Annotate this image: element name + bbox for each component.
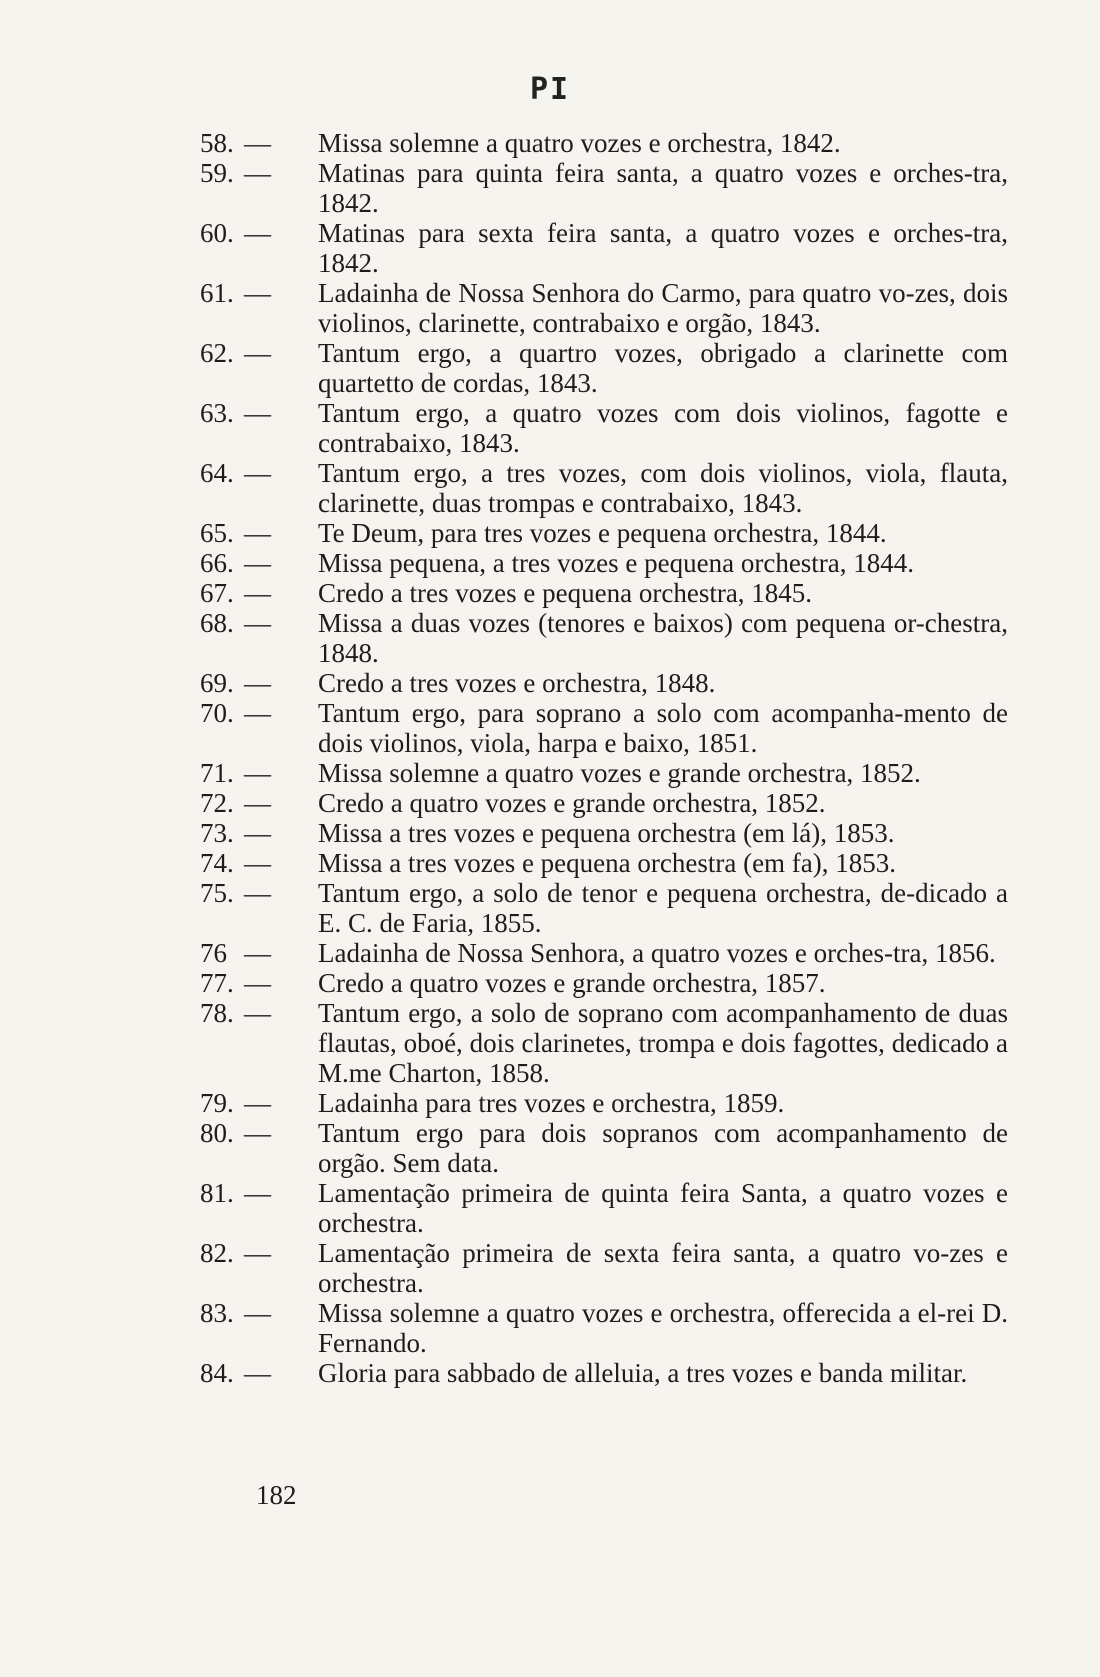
entry-dash: — bbox=[244, 878, 271, 908]
entry-text: Ladainha de Nossa Senhora do Carmo, para quatro vo-zes, dois violinos, clarinette, contrabaixo e orgão, 1843. bbox=[318, 278, 1008, 338]
list-item bbox=[200, 698, 1008, 758]
entry-dash: — bbox=[244, 1298, 271, 1328]
entry-text: Missa solemne a quatro vozes e orchestra, offerecida a el-rei D. Fernando. bbox=[318, 1298, 1008, 1358]
entry-dash: — bbox=[244, 788, 271, 818]
list-item bbox=[200, 938, 1008, 968]
entry-text: Credo a quatro vozes e grande orchestra, 1857. bbox=[318, 968, 826, 998]
entry-text: Missa a duas vozes (tenores e baixos) com pequena or-chestra, 1848. bbox=[318, 608, 1008, 668]
entry-number: 82. bbox=[200, 1238, 234, 1268]
entry-text: Te Deum, para tres vozes e pequena orchestra, 1844. bbox=[318, 518, 887, 548]
entry-number: 65. bbox=[200, 518, 234, 548]
page-header: PI bbox=[529, 72, 571, 107]
list-item bbox=[200, 518, 1008, 548]
entry-dash: — bbox=[244, 848, 271, 878]
entry-number: 84. bbox=[200, 1358, 234, 1388]
entry-text: Tantum ergo, a solo de soprano com acompanhamento de duas flautas, oboé, dois clarinetes, trompa e dois fagottes, dedicado a M.me Charton, 1858. bbox=[318, 998, 1008, 1088]
entry-text: Tantum ergo, a tres vozes, com dois violinos, viola, flauta, clarinette, duas trompas e contrabaixo, 1843. bbox=[318, 458, 1008, 518]
entry-number: 68. bbox=[200, 608, 234, 638]
entry-dash: — bbox=[244, 938, 271, 968]
entry-text: Missa solemne a quatro vozes e orchestra, 1842. bbox=[318, 128, 841, 158]
entry-text: Tantum ergo, para soprano a solo com acompanha-mento de dois violinos, viola, harpa e baixo, 1851. bbox=[318, 698, 1008, 758]
entry-dash: — bbox=[244, 578, 271, 608]
list-item bbox=[200, 758, 1008, 788]
entry-dash: — bbox=[244, 278, 271, 308]
entry-dash: — bbox=[244, 998, 271, 1028]
entry-dash: — bbox=[244, 458, 271, 488]
entry-text: Tantum ergo, a quartro vozes, obrigado a clarinette com quartetto de cordas, 1843. bbox=[318, 338, 1008, 398]
entry-text: Missa a tres vozes e pequena orchestra (em fa), 1853. bbox=[318, 848, 897, 878]
entry-text: Tantum ergo, a solo de tenor e pequena orchestra, de-dicado a E. C. de Faria, 1855. bbox=[318, 878, 1008, 938]
entry-text: Matinas para sexta feira santa, a quatro vozes e orches-tra, 1842. bbox=[318, 218, 1008, 278]
entry-number: 77. bbox=[200, 968, 234, 998]
entry-dash: — bbox=[244, 698, 271, 728]
entry-dash: — bbox=[244, 518, 271, 548]
list-item bbox=[200, 788, 1008, 818]
entry-number: 60. bbox=[200, 218, 234, 248]
entry-number: 78. bbox=[200, 998, 234, 1028]
page-number: 182 bbox=[256, 1480, 297, 1510]
entry-dash: — bbox=[244, 968, 271, 998]
entry-dash: — bbox=[244, 158, 271, 188]
list-item bbox=[200, 338, 1008, 398]
entry-number: 66. bbox=[200, 548, 234, 578]
entry-text: Missa solemne a quatro vozes e grande orchestra, 1852. bbox=[318, 758, 921, 788]
entry-dash: — bbox=[244, 608, 271, 638]
entry-number: 80. bbox=[200, 1118, 234, 1148]
list-item bbox=[200, 1358, 1008, 1388]
entry-dash: — bbox=[244, 128, 271, 158]
list-item bbox=[200, 458, 1008, 518]
entry-text: Credo a tres vozes e pequena orchestra, 1845. bbox=[318, 578, 813, 608]
list-item bbox=[200, 998, 1008, 1088]
list-item bbox=[200, 128, 1008, 158]
list-item bbox=[200, 968, 1008, 998]
list-item bbox=[200, 818, 1008, 848]
entry-text: Ladainha de Nossa Senhora, a quatro vozes e orches-tra, 1856. bbox=[318, 938, 996, 968]
entry-number: 58. bbox=[200, 128, 234, 158]
entry-number: 69. bbox=[200, 668, 234, 698]
entry-text: Missa a tres vozes e pequena orchestra (em lá), 1853. bbox=[318, 818, 895, 848]
list-item bbox=[200, 608, 1008, 668]
list-item bbox=[200, 278, 1008, 338]
entry-list bbox=[200, 128, 1008, 1388]
list-item bbox=[200, 158, 1008, 218]
entry-number: 83. bbox=[200, 1298, 234, 1328]
entry-number: 75. bbox=[200, 878, 234, 908]
list-item bbox=[200, 1118, 1008, 1178]
entry-text: Tantum ergo, a quatro vozes com dois violinos, fagotte e contrabaixo, 1843. bbox=[318, 398, 1008, 458]
list-item bbox=[200, 578, 1008, 608]
entry-text: Lamentação primeira de quinta feira Santa, a quatro vozes e orchestra. bbox=[318, 1178, 1008, 1238]
entry-number: 64. bbox=[200, 458, 234, 488]
entry-dash: — bbox=[244, 1358, 271, 1388]
entry-number: 74. bbox=[200, 848, 234, 878]
entry-text: Gloria para sabbado de alleluia, a tres vozes e banda militar. bbox=[318, 1358, 968, 1388]
entry-number: 79. bbox=[200, 1088, 234, 1118]
list-item bbox=[200, 1298, 1008, 1358]
entry-dash: — bbox=[244, 1088, 271, 1118]
entry-number: 73. bbox=[200, 818, 234, 848]
entry-text: Tantum ergo para dois sopranos com acompanhamento de orgão. Sem data. bbox=[318, 1118, 1008, 1178]
entry-number: 67. bbox=[200, 578, 234, 608]
entry-number: 59. bbox=[200, 158, 234, 188]
list-item bbox=[200, 848, 1008, 878]
list-item bbox=[200, 668, 1008, 698]
entry-text: Credo a tres vozes e orchestra, 1848. bbox=[318, 668, 716, 698]
list-item bbox=[200, 1178, 1008, 1238]
list-item bbox=[200, 218, 1008, 278]
entry-number: 72. bbox=[200, 788, 234, 818]
entry-number: 70. bbox=[200, 698, 234, 728]
entry-text: Missa pequena, a tres vozes e pequena orchestra, 1844. bbox=[318, 548, 915, 578]
list-item bbox=[200, 878, 1008, 938]
entry-dash: — bbox=[244, 548, 271, 578]
entry-dash: — bbox=[244, 758, 271, 788]
entry-number: 81. bbox=[200, 1178, 234, 1208]
entry-number: 63. bbox=[200, 398, 234, 428]
list-item bbox=[200, 1238, 1008, 1298]
entry-dash: — bbox=[244, 338, 271, 368]
entry-number: 62. bbox=[200, 338, 234, 368]
list-item bbox=[200, 548, 1008, 578]
entry-dash: — bbox=[244, 398, 271, 428]
entry-number: 61. bbox=[200, 278, 234, 308]
list-item bbox=[200, 1088, 1008, 1118]
list-item bbox=[200, 398, 1008, 458]
entry-dash: — bbox=[244, 218, 271, 248]
entry-number: 71. bbox=[200, 758, 234, 788]
entry-dash: — bbox=[244, 1238, 271, 1268]
entry-number: 76 bbox=[200, 938, 227, 968]
entry-text: Credo a quatro vozes e grande orchestra, 1852. bbox=[318, 788, 826, 818]
entry-dash: — bbox=[244, 1178, 271, 1208]
entry-text: Ladainha para tres vozes e orchestra, 1859. bbox=[318, 1088, 785, 1118]
entry-dash: — bbox=[244, 818, 271, 848]
entry-text: Matinas para quinta feira santa, a quatro vozes e orches-tra, 1842. bbox=[318, 158, 1008, 218]
entry-text: Lamentação primeira de sexta feira santa, a quatro vo-zes e orchestra. bbox=[318, 1238, 1008, 1298]
entry-dash: — bbox=[244, 668, 271, 698]
entry-dash: — bbox=[244, 1118, 271, 1148]
